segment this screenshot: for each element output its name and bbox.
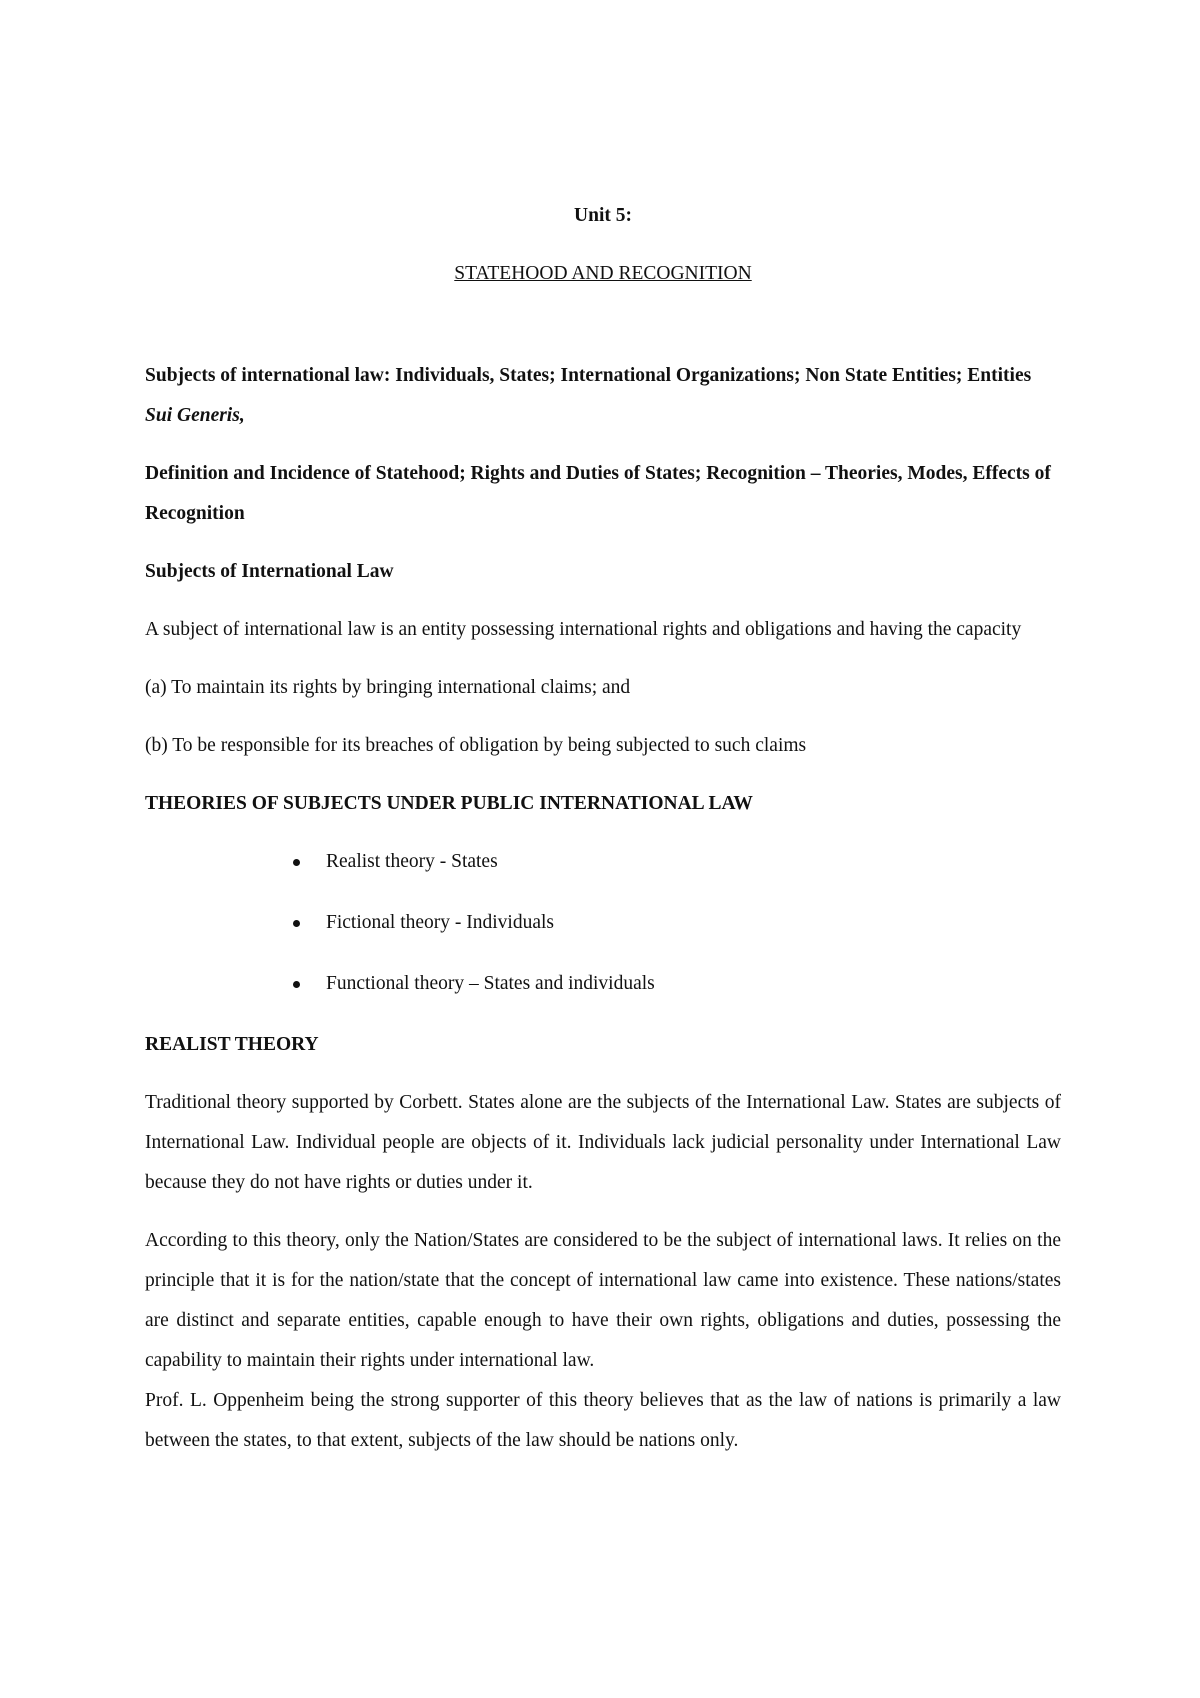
list-item: Functional theory – States and individuals xyxy=(293,964,1061,1004)
list-item: Fictional theory - Individuals xyxy=(293,903,1061,943)
syllabus-line-1-text: Subjects of international law: Individuals, States; International Organizations; Non State Entities; Entities xyxy=(145,365,1032,386)
theories-heading: THEORIES OF SUBJECTS UNDER PUBLIC INTERNATIONAL LAW xyxy=(145,793,753,814)
point-b: (b) To be responsible for its breaches of obligation by being subjected to such claims xyxy=(145,735,807,756)
syllabus-sui-generis: Sui Generis, xyxy=(145,405,245,426)
subjects-definition: A subject of international law is an entity possessing international rights and obligations and having the capacity xyxy=(145,619,1022,640)
list-item: Realist theory - States xyxy=(293,842,1061,882)
syllabus-line-2: Definition and Incidence of Statehood; Rights and Duties of States; Recognition – Theories, Modes, Effects of Recognition xyxy=(145,463,1051,524)
realist-paragraph-2: According to this theory, only the Nation/States are considered to be the subject of international laws. It relies on the principle that it is for the nation/state that the concept of international law came into existence. These nations/states are distinct and separate entities, capable enough to have their own rights, obligations and duties, possessing the capability to maintain their rights under international law. xyxy=(145,1230,1061,1371)
realist-paragraph-3: Prof. L. Oppenheim being the strong supporter of this theory believes that as the law of nations is primarily a law between the states, to that extent, subjects of the law should be nations only. xyxy=(145,1390,1061,1451)
document-page xyxy=(145,196,1061,1479)
unit-heading: Unit 5: xyxy=(574,205,632,226)
document-title: STATEHOOD AND RECOGNITION xyxy=(454,263,752,284)
syllabus-line-1 xyxy=(145,356,1061,436)
subjects-heading: Subjects of International Law xyxy=(145,561,394,582)
realist-paragraph-1: Traditional theory supported by Corbett. States alone are the subjects of the International Law. States are subjects of International Law. Individual people are objects of it. Individuals lack judicial personality under International Law because they do not have rights or duties under it. xyxy=(145,1092,1061,1193)
theories-list xyxy=(145,842,1061,1004)
point-a: (a) To maintain its rights by bringing international claims; and xyxy=(145,677,631,698)
realist-heading: REALIST THEORY xyxy=(145,1034,319,1055)
